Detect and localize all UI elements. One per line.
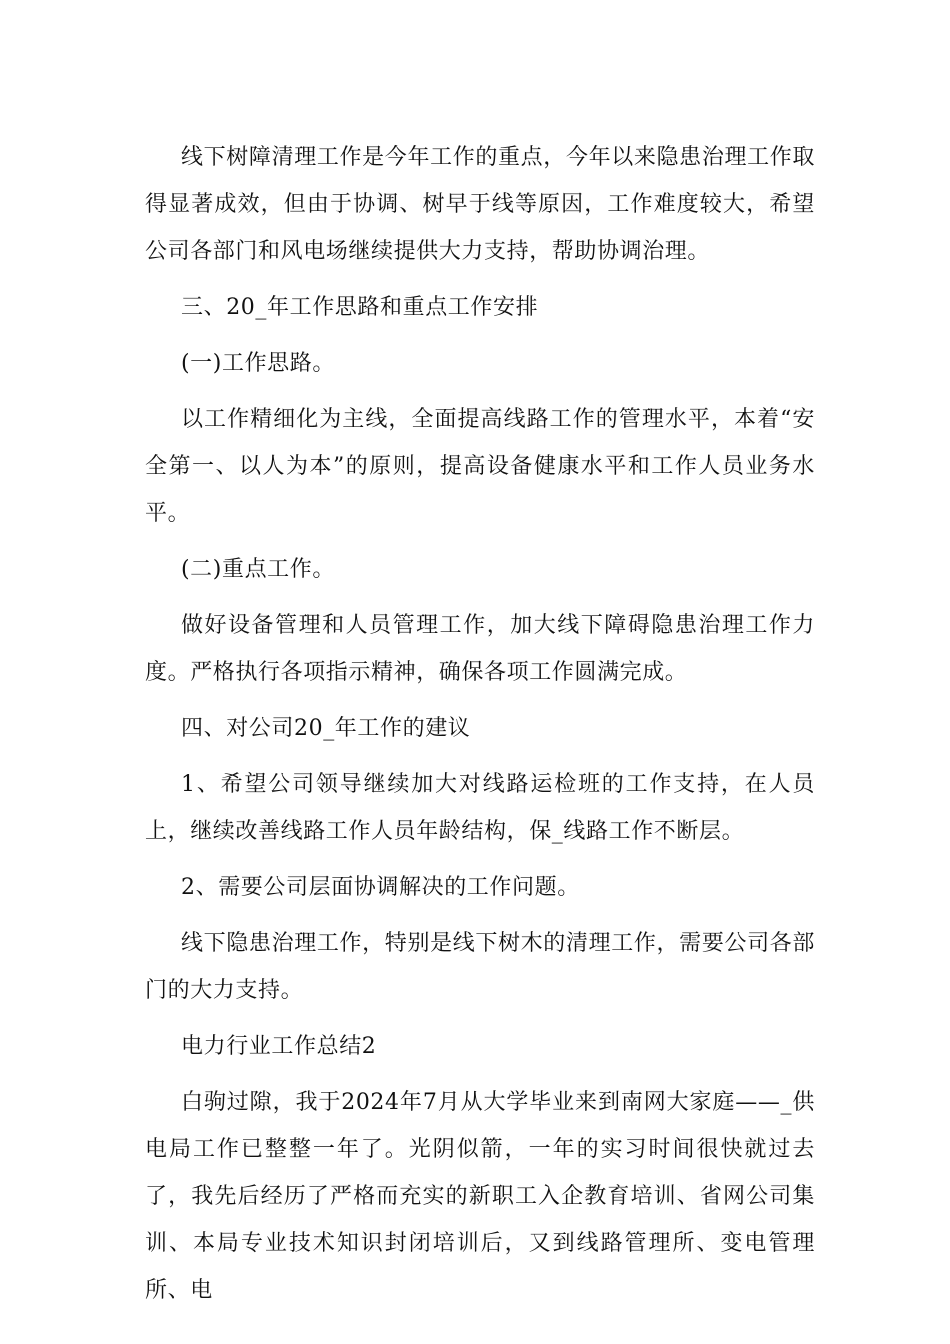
subheading-key-work: (二)重点工作。: [181, 557, 335, 582]
document-body: [145, 134, 815, 1323]
paragraph-work-approach: 以工作精细化为主线，全面提高线路工作的管理水平，本着“安全第一、以人为本”的原则，提高设备健康水平和工作人员业务水平。: [145, 407, 815, 526]
subheading-work-approach: (一)工作思路。: [181, 351, 335, 376]
heading-section-four: 四、对公司20_年工作的建议: [181, 716, 471, 741]
paragraph-key-work: 做好设备管理和人员管理工作，加大线下障碍隐患治理工作力度。严格执行各项指示精神，确保各项工作圆满完成。: [145, 613, 815, 685]
paragraph-suggestion-one: 1、希望公司领导继续加大对线路运检班的工作支持，在人员上，继续改善线路工作人员年龄结构，保_线路工作不断层。: [145, 772, 815, 844]
heading-section-three: 三、20_年工作思路和重点工作安排: [181, 295, 539, 320]
paragraph-hazard-treatment: 线下隐患治理工作，特别是线下树木的清理工作，需要公司各部门的大力支持。: [145, 931, 815, 1003]
paragraph-intro-summary-two: 白驹过隙，我于2024年7月从大学毕业来到南网大家庭——_供电局工作已整整一年了。光阴似箭，一年的实习时间很快就过去了，我先后经历了严格而充实的新职工入企教育培训、省网公司集训、本局专业技术知识封闭培训后，又到线路管理所、变电管理所、电: [145, 1090, 815, 1303]
paragraph-suggestion-two: 2、需要公司层面协调解决的工作问题。: [181, 875, 580, 900]
paragraph-tree-clearing: 线下树障清理工作是今年工作的重点，今年以来隐患治理工作取得显著成效，但由于协调、树早于线等原因，工作难度较大，希望公司各部门和风电场继续提供大力支持，帮助协调治理。: [145, 145, 815, 264]
heading-summary-two: 电力行业工作总结2: [181, 1034, 377, 1059]
